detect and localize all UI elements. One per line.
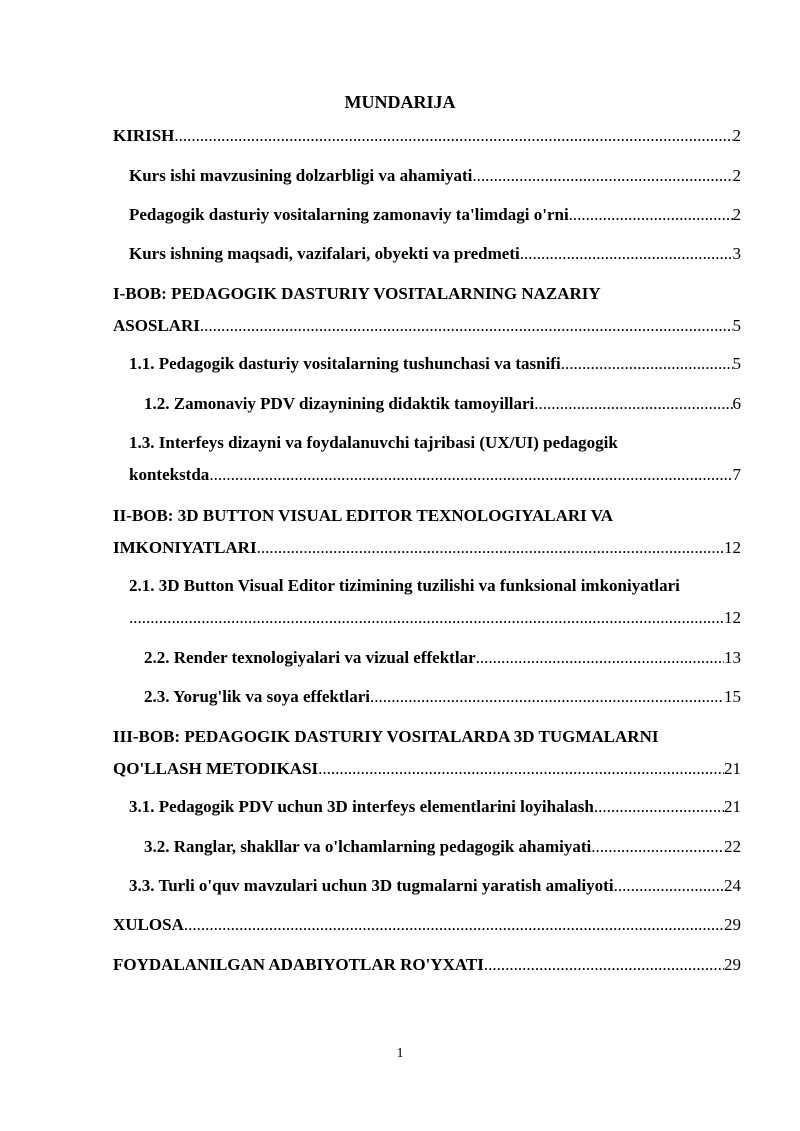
toc-page-number: 29 bbox=[724, 915, 741, 934]
toc-entry-chapter-3[interactable] bbox=[113, 725, 741, 781]
toc-leader-dots bbox=[370, 685, 724, 709]
toc-entry-xulosa[interactable] bbox=[113, 913, 741, 937]
toc-page-number: 6 bbox=[732, 394, 741, 413]
toc-leader-dots bbox=[200, 314, 733, 338]
toc-page-number: 2 bbox=[732, 205, 741, 224]
toc-entry[interactable] bbox=[144, 646, 741, 670]
toc-entry-title-line1: III-BOB: PEDAGOGIK DASTURIY VOSITALARDA 3D TUGMALARNI bbox=[113, 727, 659, 746]
toc-entry-title-line2: ASOSLARI bbox=[113, 316, 200, 335]
toc-leader-dots bbox=[520, 242, 733, 266]
toc-page-number: 5 bbox=[732, 354, 741, 373]
toc-page-number: 5 bbox=[732, 316, 741, 335]
toc-leader-dots bbox=[591, 835, 724, 859]
toc-entry-chapter-1[interactable] bbox=[113, 282, 741, 338]
toc-entry[interactable] bbox=[129, 242, 741, 266]
toc-entry-title-line2: QO'LLASH METODIKASI bbox=[113, 759, 319, 778]
toc-entry-kirish[interactable] bbox=[113, 124, 741, 148]
toc-entry-title: FOYDALANILGAN ADABIYOTLAR RO'YXATI bbox=[113, 955, 484, 974]
toc-entry-title-line1: 1.3. Interfeys dizayni va foydalanuvchi tajribasi (UX/UI) pedagogik bbox=[129, 433, 618, 452]
toc-entry[interactable] bbox=[129, 352, 741, 376]
toc-leader-dots bbox=[484, 953, 724, 977]
toc-leader-dots bbox=[476, 646, 724, 670]
toc-page-number: 21 bbox=[724, 759, 741, 778]
toc-page-number: 15 bbox=[724, 687, 741, 706]
toc-entry-title-line1: 2.1. 3D Button Visual Editor tizimining tuzilishi va funksional imkoniyatlari bbox=[129, 576, 680, 595]
toc-entry-title: 3.1. Pedagogik PDV uchun 3D interfeys elementlarini loyihalash bbox=[129, 797, 594, 816]
toc-entry-title: 3.3. Turli o'quv mavzulari uchun 3D tugmalarni yaratish amaliyoti bbox=[129, 876, 614, 895]
toc-page-number: 13 bbox=[724, 648, 741, 667]
toc-page-number: 3 bbox=[732, 244, 741, 263]
toc-page-number: 12 bbox=[724, 538, 741, 557]
toc-page-number: 12 bbox=[724, 608, 741, 627]
toc-page-number: 24 bbox=[724, 876, 741, 895]
toc-leader-dots bbox=[472, 164, 732, 188]
toc-entry-title: 2.2. Render texnologiyalari va vizual effektlar bbox=[144, 648, 476, 667]
page-title: MUNDARIJA bbox=[344, 92, 456, 112]
page-number: 1 bbox=[396, 1046, 404, 1061]
toc-entry[interactable] bbox=[129, 203, 741, 227]
toc-entry-title: Kurs ishning maqsadi, vazifalari, obyekti va predmeti bbox=[129, 244, 520, 263]
toc-entry-title: Kurs ishi mavzusining dolzarbligi va ahamiyati bbox=[129, 166, 473, 185]
toc-entry-references[interactable] bbox=[113, 953, 741, 977]
toc-entry[interactable] bbox=[144, 685, 741, 709]
toc-leader-dots bbox=[318, 757, 724, 781]
toc-page-number: 29 bbox=[724, 955, 741, 974]
toc-entry-title-line2: IMKONIYATLARI bbox=[113, 538, 257, 557]
toc-entry-title: KIRISH bbox=[113, 126, 175, 145]
toc-leader-dots bbox=[534, 392, 732, 416]
toc-entry[interactable] bbox=[129, 431, 741, 487]
toc-page-number: 21 bbox=[724, 797, 741, 816]
toc-entry[interactable] bbox=[129, 874, 741, 898]
toc-entry-title: 1.1. Pedagogik dasturiy vositalarning tushunchasi va tasnifi bbox=[129, 354, 561, 373]
toc-entry[interactable] bbox=[144, 392, 741, 416]
toc-entry-title-line1: I-BOB: PEDAGOGIK DASTURIY VOSITALARNING NAZARIY bbox=[113, 284, 601, 303]
toc-leader-dots bbox=[561, 352, 733, 376]
toc-leader-dots bbox=[209, 463, 732, 487]
toc-entry-title: Pedagogik dasturiy vositalarning zamonaviy ta'limdagi o'rni bbox=[129, 205, 569, 224]
toc-entry-title: 2.3. Yorug'lik va soya effektlari bbox=[144, 687, 371, 706]
toc-leader-dots bbox=[174, 124, 732, 148]
toc-entry[interactable] bbox=[129, 164, 741, 188]
toc-entry-title: 1.2. Zamonaviy PDV dizaynining didaktik tamoyillari bbox=[144, 394, 535, 413]
toc-leader-dots bbox=[594, 795, 724, 819]
toc-leader-dots bbox=[614, 874, 724, 898]
toc-entry-title-line1: II-BOB: 3D BUTTON VISUAL EDITOR TEXNOLOGIYALARI VA bbox=[113, 506, 614, 525]
toc-page-number: 7 bbox=[732, 465, 741, 484]
toc-leader-dots bbox=[184, 913, 724, 937]
toc-page-number: 22 bbox=[724, 837, 741, 856]
toc-entry-title: 3.2. Ranglar, shakllar va o'lchamlarning pedagogik ahamiyati bbox=[144, 837, 592, 856]
toc-leader-dots bbox=[257, 536, 724, 560]
toc-leader-dots bbox=[569, 203, 733, 227]
toc-entry[interactable] bbox=[144, 835, 741, 859]
toc-entry-title-line2: kontekstda bbox=[129, 465, 210, 484]
toc-entry[interactable] bbox=[129, 795, 741, 819]
toc-page-number: 2 bbox=[732, 126, 741, 145]
toc-entry-chapter-2[interactable] bbox=[113, 504, 741, 560]
toc-entry-title: XULOSA bbox=[113, 915, 184, 934]
toc-entry[interactable] bbox=[129, 574, 741, 630]
toc-leader-dots bbox=[129, 606, 724, 630]
toc-page-number: 2 bbox=[732, 166, 741, 185]
